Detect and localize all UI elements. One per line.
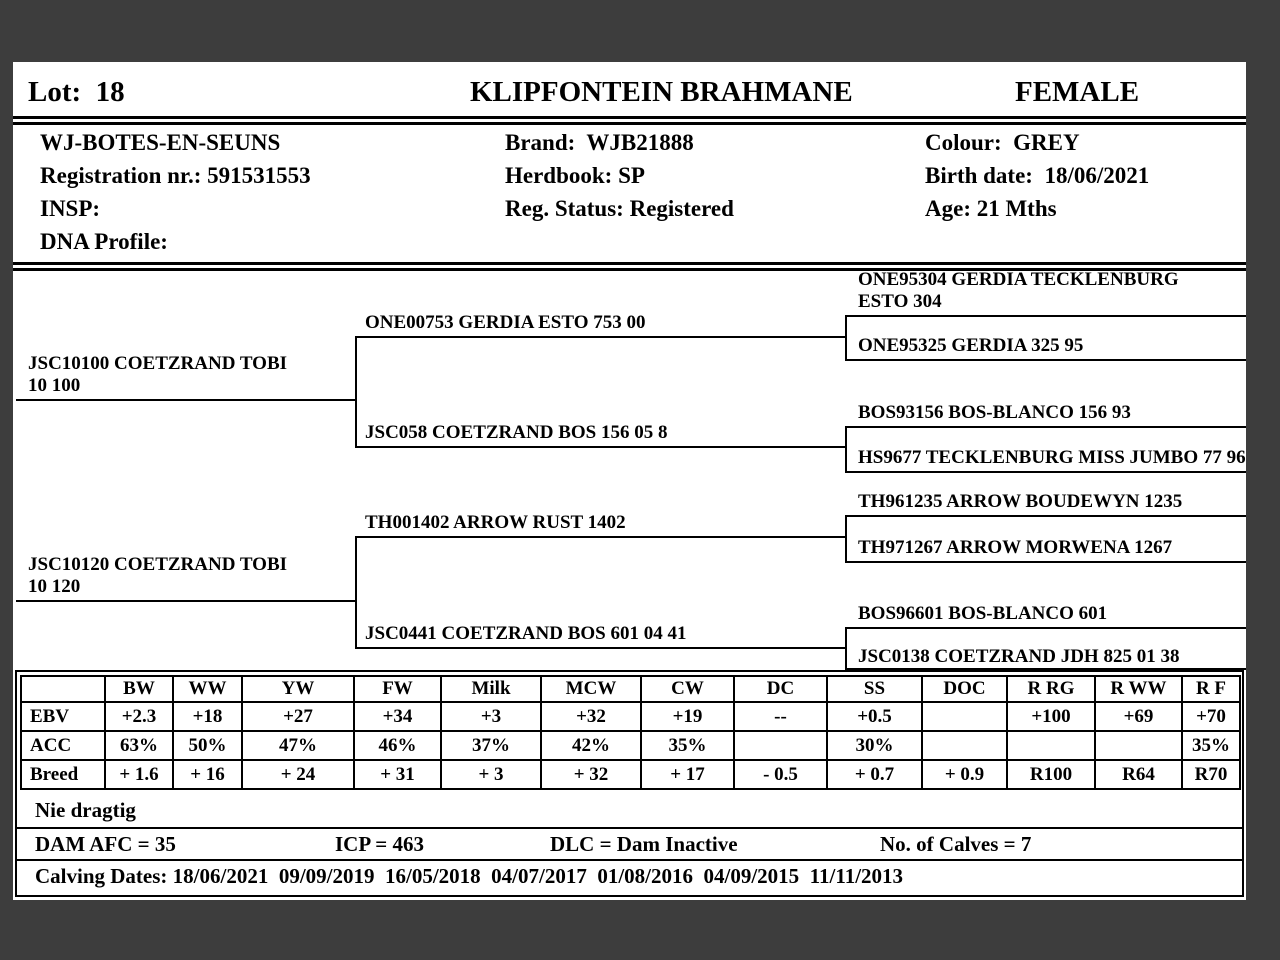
table-cell: + 0.7 [827,760,922,789]
catalog-page [13,62,1246,900]
table-cell: + 32 [541,760,641,789]
calving-dates: Calving Dates: 18/06/2021 09/09/2019 16/05/2018 04/07/2017 01/08/2016 04/09/2015 11/11/2013 [35,864,904,888]
table-cell: 46% [354,731,441,760]
table-cell: +3 [441,702,541,731]
table-cell: R100 [1007,760,1095,789]
pedigree-line [845,315,1246,317]
pedigree-dam-sire: TH001402 ARROW RUST 1402 [365,512,626,533]
row-label: Breed [21,760,105,789]
table-cell: + 0.9 [922,760,1007,789]
table-cell: + 17 [641,760,734,789]
table-cell: -- [734,702,827,731]
pedigree-sire-sire: ONE00753 GERDIA ESTO 753 00 [365,312,646,333]
pedigree-dam-sire-dam: TH971267 ARROW MORWENA 1267 [858,537,1173,558]
acc-row [21,731,1240,760]
pedigree-dam-dam-dam: JSC0138 COETZRAND JDH 825 01 38 [858,646,1180,667]
table-cell: R64 [1095,760,1182,789]
table-header-cell: R F [1182,676,1240,702]
table-cell: - 0.5 [734,760,827,789]
pedigree-sire-dam-dam: HS9677 TECKLENBURG MISS JUMBO 77 96 [858,447,1246,468]
table-cell: +32 [541,702,641,731]
table-header-cell: BW [105,676,173,702]
table-cell: 42% [541,731,641,760]
dam-stats-row [17,829,1242,861]
pedigree-connector [355,336,357,448]
table-cell: +34 [354,702,441,731]
table-cell: 37% [441,731,541,760]
pedigree-dam-dam: JSC0441 COETZRAND BOS 601 04 41 [365,623,687,644]
row-label: ACC [21,731,105,760]
pedigree-sire-dam-sire: BOS93156 BOS-BLANCO 156 93 [858,402,1131,423]
sex-label: FEMALE [1015,76,1140,108]
pedigree-dam-sire-sire: TH961235 ARROW BOUDEWYN 1235 [858,491,1183,512]
owner-name: WJ-BOTES-EN-SEUNS [40,130,281,155]
registration-status: Reg. Status: Registered [505,196,734,221]
pedigree-line [16,399,355,401]
divider-line [13,122,1246,125]
table-cell: 47% [242,731,354,760]
dlc: DLC = Dam Inactive [550,832,738,856]
birth-date: Birth date: 18/06/2021 [925,163,1150,188]
table-header-cell: FW [354,676,441,702]
insp-label: INSP: [40,196,101,221]
table-cell: 63% [105,731,173,760]
table-cell: +69 [1095,702,1182,731]
pedigree-connector [845,315,847,361]
row-label: EBV [21,702,105,731]
table-cell: + 1.6 [105,760,173,789]
pedigree-line [355,336,845,338]
pedigree-connector [845,426,847,473]
registration-number: Registration nr.: 591531553 [40,163,311,188]
table-header-cell: R RG [1007,676,1095,702]
table-cell [922,731,1007,760]
table-header-cell: WW [173,676,242,702]
page-title: KLIPFONTEIN BRAHMANE [470,76,853,108]
table-cell [1095,731,1182,760]
pedigree-dam-dam-sire: BOS96601 BOS-BLANCO 601 [858,603,1108,624]
table-cell: +19 [641,702,734,731]
pedigree-line [845,561,1246,563]
pedigree-line [355,446,845,448]
table-cell: 30% [827,731,922,760]
table-header-cell: CW [641,676,734,702]
table-header-cell: DOC [922,676,1007,702]
table-cell: + 31 [354,760,441,789]
pedigree-sire: JSC10100 COETZRAND TOBI 10 100 [28,353,288,396]
pedigree-connector [845,627,847,670]
table-header-cell: R WW [1095,676,1182,702]
pedigree-line [845,627,1246,629]
table-cell: 50% [173,731,242,760]
table-cell: +2.3 [105,702,173,731]
pedigree-connector [355,536,357,649]
ebv-notes-box [15,670,1244,897]
table-header-cell: YW [242,676,354,702]
pedigree-line [845,359,1246,361]
table-header-cell [21,676,105,702]
table-cell: 35% [1182,731,1240,760]
table-cell [922,702,1007,731]
icp: ICP = 463 [335,832,424,856]
table-cell: +70 [1182,702,1240,731]
pedigree-sire-dam: JSC058 COETZRAND BOS 156 05 8 [365,422,668,443]
table-cell: +18 [173,702,242,731]
dna-profile-label: DNA Profile: [40,229,168,254]
table-cell: + 3 [441,760,541,789]
table-header-cell: DC [734,676,827,702]
table-cell: +27 [242,702,354,731]
dam-afc: DAM AFC = 35 [35,832,176,856]
pedigree-sire-sire-dam: ONE95325 GERDIA 325 95 [858,335,1084,356]
table-cell: 35% [641,731,734,760]
breed-row [21,760,1240,789]
ebv-row [21,702,1240,731]
colour: Colour: GREY [925,130,1080,155]
number-of-calves: No. of Calves = 7 [880,832,1032,856]
table-header-cell: SS [827,676,922,702]
table-cell: + 16 [173,760,242,789]
pedigree-line [355,647,845,649]
table-cell: + 24 [242,760,354,789]
pregnancy-status: Nie dragtig [17,793,1242,829]
table-cell: +100 [1007,702,1095,731]
ebv-header-row [21,676,1240,702]
table-cell [734,731,827,760]
divider-line [13,262,1246,265]
ebv-table [20,675,1241,790]
table-header-cell: MCW [541,676,641,702]
pedigree-dam: JSC10120 COETZRAND TOBI 10 120 [28,554,288,597]
table-header-cell: Milk [441,676,541,702]
divider-line [13,116,1246,119]
pedigree-connector [845,515,847,563]
pedigree-line [845,471,1246,473]
pedigree-line [355,536,845,538]
herdbook: Herdbook: SP [505,163,645,188]
table-cell: R70 [1182,760,1240,789]
brand: Brand: WJB21888 [505,130,694,155]
pedigree-line [16,600,355,602]
pedigree-sire-sire-sire: ONE95304 GERDIA TECKLENBURG ESTO 304 [858,269,1179,312]
pedigree-line [845,426,1246,428]
table-cell: +0.5 [827,702,922,731]
age: Age: 21 Mths [925,196,1057,221]
lot-number: Lot: 18 [28,76,125,108]
table-cell [1007,731,1095,760]
pedigree-line [845,515,1246,517]
